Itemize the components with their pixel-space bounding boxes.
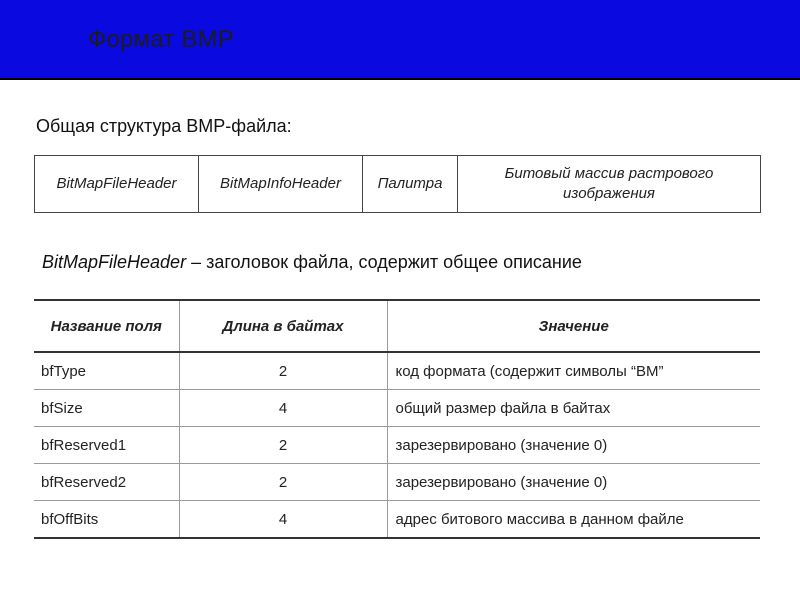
column-header-value: Значение — [387, 300, 760, 352]
structure-cell-info-header: BitMapInfoHeader — [199, 156, 363, 213]
column-header-name: Название поля — [34, 300, 179, 352]
field-value: зарезервировано (значение 0) — [387, 464, 760, 501]
title-bar — [0, 0, 800, 80]
fields-table — [34, 299, 760, 539]
fields-header-row — [34, 300, 760, 352]
file-structure-row — [35, 156, 761, 213]
field-value: зарезервировано (значение 0) — [387, 427, 760, 464]
header-description — [42, 252, 582, 273]
field-length: 2 — [179, 427, 387, 464]
table-row — [34, 501, 760, 539]
field-name: bfType — [34, 352, 179, 390]
structure-cell-file-header: BitMapFileHeader — [35, 156, 199, 213]
file-structure-table — [34, 155, 761, 213]
description-term: BitMapFileHeader — [42, 252, 187, 272]
table-row — [34, 427, 760, 464]
table-row — [34, 464, 760, 501]
slide-title: Формат BMP — [88, 26, 234, 53]
structure-cell-palette: Палитра — [363, 156, 458, 213]
field-length: 2 — [179, 352, 387, 390]
structure-subtitle: Общая структура BMP-файла: — [36, 116, 292, 136]
structure-cell-bitmap: Битовый массив растрового изображения — [458, 156, 761, 213]
field-length: 4 — [179, 390, 387, 427]
description-text: – заголовок файла, содержит общее описание — [186, 252, 582, 272]
table-row — [34, 352, 760, 390]
field-name: bfReserved1 — [34, 427, 179, 464]
field-value: код формата (содержит символы “BM” — [387, 352, 760, 390]
field-value: общий размер файла в байтах — [387, 390, 760, 427]
field-length: 2 — [179, 464, 387, 501]
field-name: bfOffBits — [34, 501, 179, 539]
field-value: адрес битового массива в данном файле — [387, 501, 760, 539]
table-row — [34, 390, 760, 427]
field-name: bfSize — [34, 390, 179, 427]
field-name: bfReserved2 — [34, 464, 179, 501]
field-length: 4 — [179, 501, 387, 539]
column-header-length: Длина в байтах — [179, 300, 387, 352]
